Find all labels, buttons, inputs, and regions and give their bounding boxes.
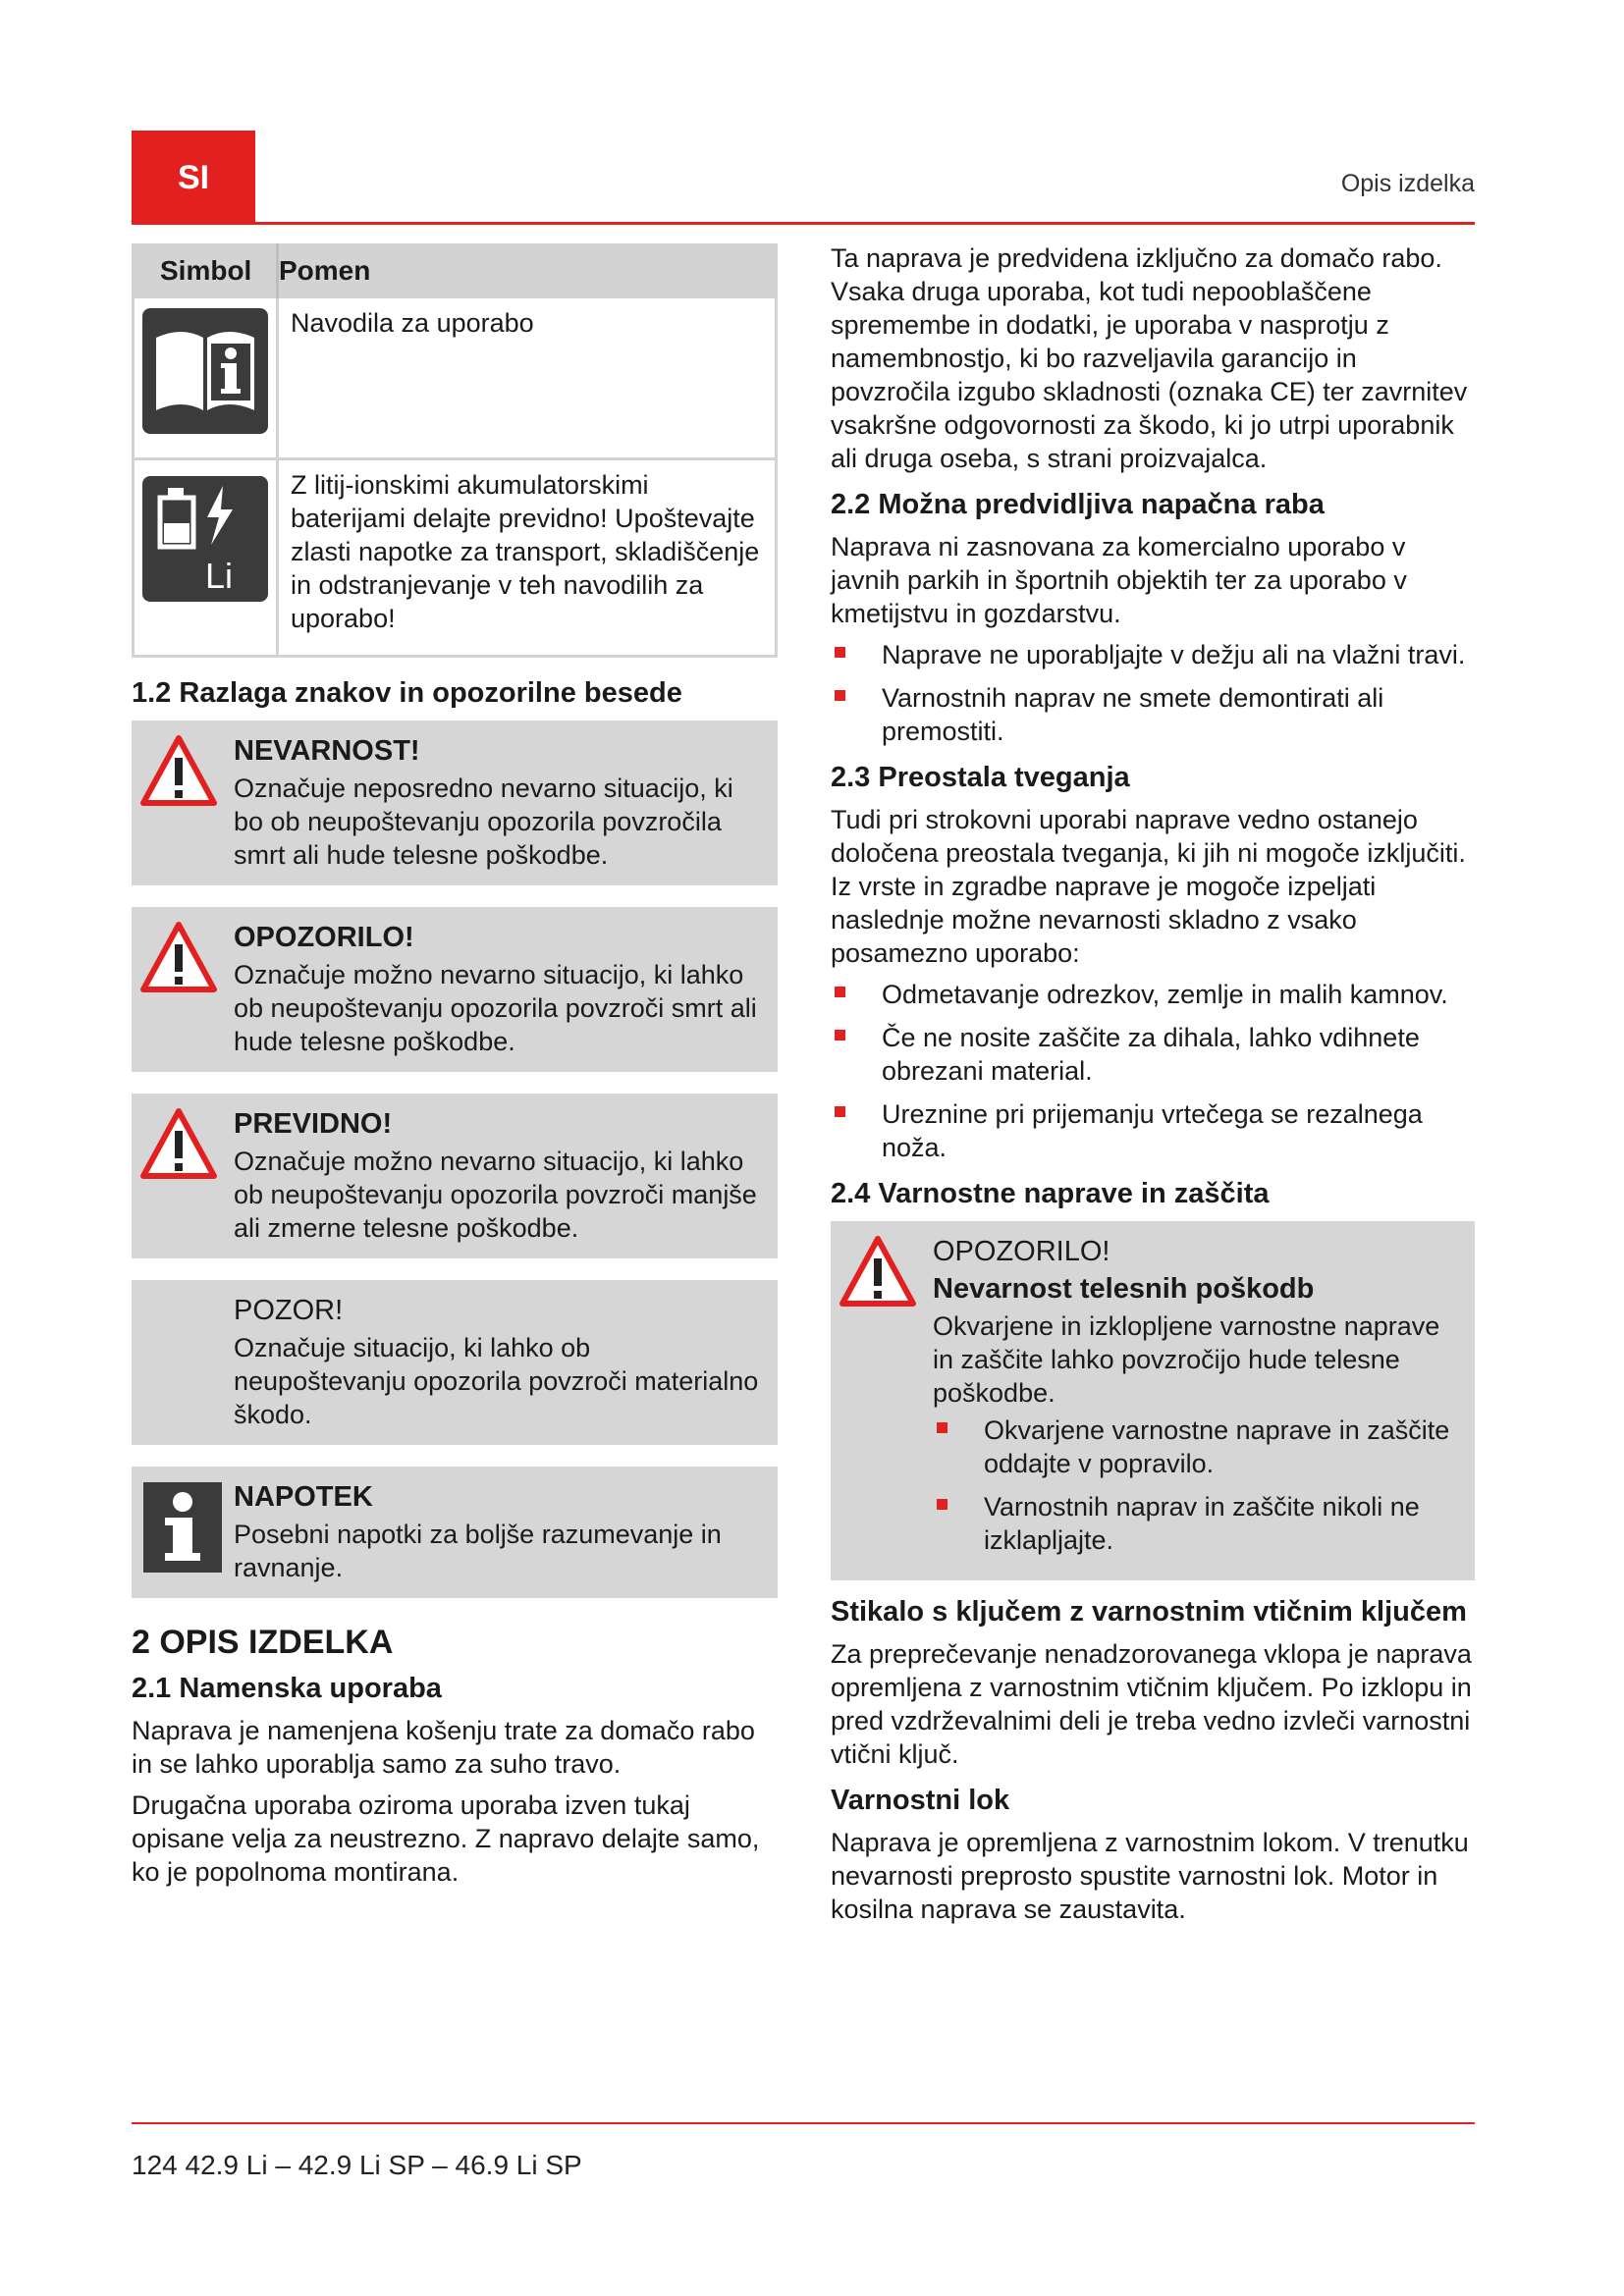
- paragraph: Naprava je namenjena košenju trate za domačo rabo in se lahko uporablja samo za suho travo.: [132, 1716, 755, 1779]
- note-title: NAPOTEK: [234, 1481, 373, 1513]
- warning-triangle-icon: [139, 921, 234, 1058]
- header-section-title: Opis izdelka: [1340, 170, 1475, 197]
- key-switch-heading: Stikalo s ključem z varnostnim vtičnim ključem: [831, 1596, 1467, 1628]
- section-1-2-heading: 1.2 Razlaga znakov in opozorilne besede: [132, 677, 682, 709]
- warning-triangle-icon: [839, 1235, 933, 1567]
- danger-title: NEVARNOST!: [234, 735, 420, 767]
- list-item: Varnostnih naprav ne smete demontirati ali premostiti.: [831, 681, 1475, 748]
- list-item: Če ne nosite zaščite za dihala, lahko vdihnete obrezani material.: [831, 1021, 1475, 1088]
- warning-box: [831, 1221, 1475, 1580]
- symbol-table: [132, 243, 778, 658]
- warning-triangle-icon: [139, 1107, 234, 1245]
- paragraph: Ta naprava je predvidena izključno za domačo rabo. Vsaka druga uporaba, kot tudi nepooblaščene spremembe in dodatki, je uporaba v nasprotju z namembnostjo, ki bo razveljavila garancijo in povzročila izgubo skladnosti (oznaka CE) ter zavrnitev vsakršne odgovornosti za škodo, ki jo utrpi uporabnik ali druga oseba, s strani proizvajalca.: [831, 243, 1468, 473]
- notice-text: Označuje situacijo, ki lahko ob neupoštevanju opozorila povzroči materialno škodo.: [234, 1333, 759, 1429]
- header-rule: [132, 222, 1475, 225]
- li-ion-battery-icon: [142, 476, 268, 602]
- warning-text: Okvarjene in izklopljene varnostne naprave in zaščite lahko povzročijo hude telesne poškodbe.: [933, 1311, 1440, 1408]
- section-2-3-heading: 2.3 Preostala tveganja: [831, 762, 1130, 793]
- footer-rule: [132, 2122, 1475, 2124]
- info-icon: [139, 1480, 234, 1584]
- warning-title: OPOZORILO!: [234, 922, 414, 953]
- paragraph: Za preprečevanje nenadzorovanega vklopa je naprava opremljena z varnostnim vtičnim ključem. Po izklopu in pred vzdrževalnimi deli je treba vedno izvleči varnostni vtični ključ.: [831, 1639, 1472, 1769]
- caution-box: [132, 1094, 778, 1258]
- section-2-1-heading: 2.1 Namenska uporaba: [132, 1673, 442, 1704]
- warning-text: Označuje možno nevarno situacijo, ki lahko ob neupoštevanju opozorila povzroči smrt ali hude telesne poškodbe.: [234, 960, 757, 1056]
- note-text: Posebni napotki za boljše razumevanje in ravnanje.: [234, 1520, 722, 1582]
- note-box: [132, 1467, 778, 1598]
- footer-model-line: 124 42.9 Li – 42.9 Li SP – 46.9 Li SP: [132, 2150, 582, 2180]
- section-2-heading: 2 OPIS IZDELKA: [132, 1624, 394, 1661]
- danger-box: [132, 721, 778, 885]
- list-item: Okvarjene varnostne naprave in zaščite oddajte v popravilo.: [933, 1414, 1461, 1480]
- bullet-list: [831, 978, 1475, 1164]
- language-tab: SI: [132, 131, 255, 225]
- symbol-column-header: Simbol: [134, 245, 278, 297]
- warning-triangle-icon: [139, 734, 234, 872]
- paragraph: Naprava je opremljena z varnostnim lokom. V trenutku nevarnosti preprosto spustite varnostni lok. Motor in kosilna naprava se zaustavita.: [831, 1828, 1469, 1924]
- section-2-2-heading: 2.2 Možna predvidljiva napačna raba: [831, 489, 1325, 520]
- caution-text: Označuje možno nevarno situacijo, ki lahko ob neupoštevanju opozorila povzroči manjše ali zmerne telesne poškodbe.: [234, 1147, 757, 1243]
- manual-info-icon: [142, 308, 268, 434]
- symbol-meaning: Z litij-ionskimi akumulatorskimi baterijami delajte previdno! Upoštevajte zlasti napotke za transport, skladiščenje in odstranjevanje v teh navodilih za uporabo!: [278, 459, 777, 657]
- list-item: Odmetavanje odrezkov, zemlje in malih kamnov.: [831, 978, 1475, 1011]
- safety-bow-heading: Varnostni lok: [831, 1785, 1010, 1816]
- symbol-meaning: Navodila za uporabo: [278, 297, 777, 459]
- meaning-column-header: Pomen: [278, 245, 777, 297]
- right-column: [831, 241, 1475, 1934]
- warning-title: OPOZORILO!: [933, 1236, 1110, 1267]
- caution-title: PREVIDNO!: [234, 1108, 393, 1140]
- warning-subtitle: Nevarnost telesnih poškodb: [933, 1273, 1315, 1305]
- warning-box: [132, 907, 778, 1072]
- paragraph: Naprava ni zasnovana za komercialno uporabo v javnih parkih in športnih objektih ter za uporabo v kmetijstvu in gozdarstvu.: [831, 532, 1407, 628]
- left-column: [132, 241, 778, 1896]
- list-item: Ureznine pri prijemanju vrtečega se rezalnega noža.: [831, 1097, 1475, 1164]
- bullet-list: [831, 638, 1475, 748]
- table-row: [134, 459, 777, 657]
- list-item: Varnostnih naprav in zaščite nikoli ne izklapljajte.: [933, 1490, 1461, 1557]
- notice-box: [132, 1280, 778, 1445]
- svg-text:Li: Li: [205, 556, 234, 596]
- list-item: Naprave ne uporabljajte v dežju ali na vlažni travi.: [831, 638, 1475, 671]
- paragraph: Drugačna uporaba oziroma uporaba izven tukaj opisane velja za neustrezno. Z napravo delajte samo, ko je popolnoma montirana.: [132, 1790, 760, 1887]
- section-2-4-heading: 2.4 Varnostne naprave in zaščita: [831, 1178, 1270, 1209]
- danger-text: Označuje neposredno nevarno situacijo, ki bo ob neupoštevanju opozorila povzročila smrt ali hude telesne poškodbe.: [234, 774, 733, 870]
- paragraph: Tudi pri strokovni uporabi naprave vedno ostanejo določena preostala tveganja, ki jih ni mogoče izključiti. Iz vrste in zgradbe naprave je mogoče izpeljati naslednje možne nevarnosti skladno z vsako posamezno uporabo:: [831, 805, 1466, 968]
- table-row: [134, 297, 777, 459]
- notice-title: POZOR!: [234, 1295, 344, 1326]
- bullet-list: [933, 1414, 1461, 1557]
